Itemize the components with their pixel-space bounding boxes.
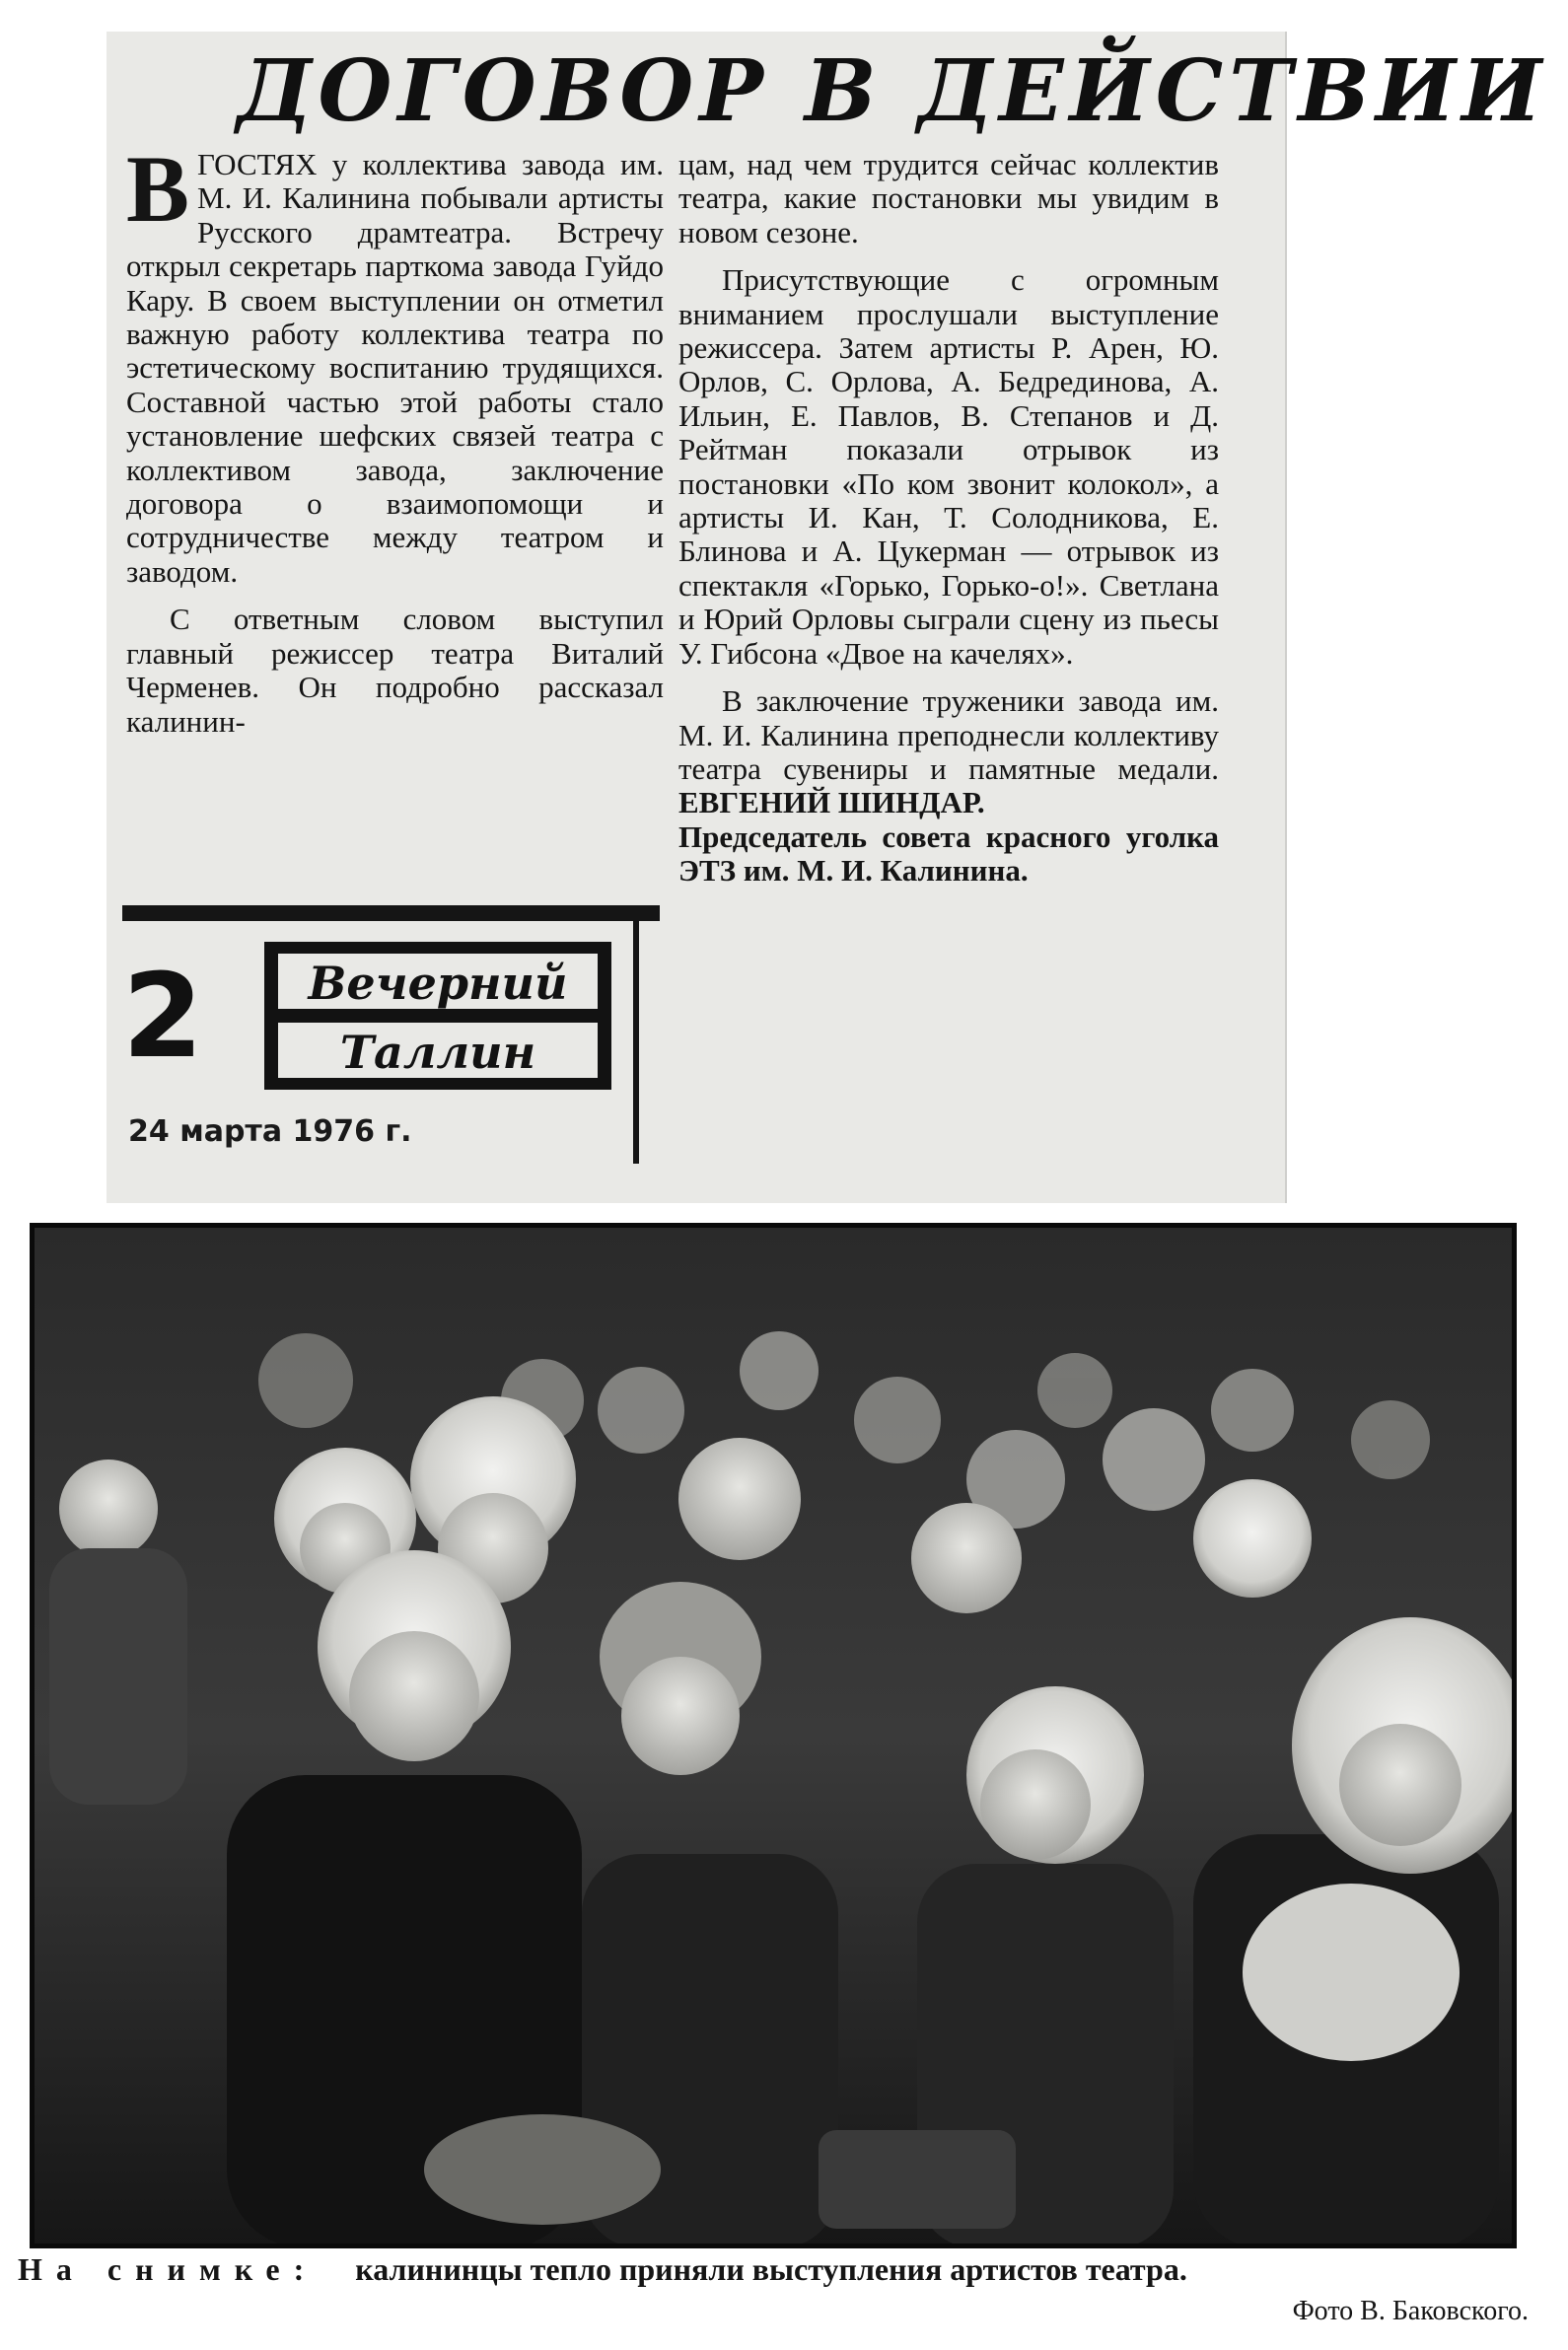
photo-caption [18,2246,1556,2292]
issue-date: 24 марта 1976 г. [128,1114,412,1149]
caption-text: калининцы тепло приняли выступления артистов театра. [355,2251,1187,2287]
author-title: Председатель совета красного уголка ЭТЗ им. М. И. Калинина. [678,819,1219,889]
caption-lead: На снимке: [18,2251,319,2287]
article-column-2 [678,148,1219,889]
article-paragraph-5: В заключение труженики завода им. М. И. Калинина преподнесли коллективу театра сувениры и памятные медали. ЕВГЕНИЙ ШИНДАР. [678,683,1219,820]
logo-line-1: Вечерний [308,957,568,1010]
article-column-1 [126,136,664,739]
photo-credit: Фото В. Баковского. [1292,2296,1529,2326]
masthead-rule [122,905,660,921]
article-paragraph-1: ВГОСТЯХ у коллектива завода им. М. И. Калинина побывали артисты Русского драмтеатра. Встречу открыл секретарь парткома завода Гуйдо Кару. В своем выступлении он отметил важную работу коллектива театра по эстетическому воспитанию трудящихся. Составной частью этой работы стало установление шефских связей театра с коллективом завода, заключение договора о взаимопомощи и сотрудничестве между театром и заводом. [126,136,664,589]
article-headline: ДОГОВОР В ДЕЙСТВИИ [237,41,1548,141]
article-paragraph-3: цам, над чем трудится сейчас коллектив театра, какие постановки мы увидим в новом сезоне. [678,147,1219,249]
logo-line-2: Таллин [339,1026,536,1079]
newspaper-logo [264,942,611,1090]
article-paragraph-2: С ответным словом выступил главный режиссер театра Виталий Черменев. Он подробно рассказал калинин- [126,602,664,739]
audience-photo [30,1223,1517,2248]
masthead-divider [633,905,639,1164]
author-name: ЕВГЕНИЙ ШИНДАР. [678,785,985,820]
drop-cap: В [126,136,190,242]
page-number: 2 [122,948,204,1084]
article-paragraph-4: Присутствующие с огромным вниманием прослушали выступление режиссера. Затем артисты Р. Арен, Ю. Орлов, С. Орлова, А. Бедрединова, А. Ильин, Е. Павлов, В. Степанов и Д. Рейтман показали отрывок из постановки «По ком звонит колокол», а артисты И. Кан, Т. Солодникова, Е. Блинова и А. Цукерман — отрывок из спектакля «Горько, Горько-о!». Светлана и Юрий Орловы сыграли сцену из пьесы У. Гибсона «Двое на качелях». [678,262,1219,671]
